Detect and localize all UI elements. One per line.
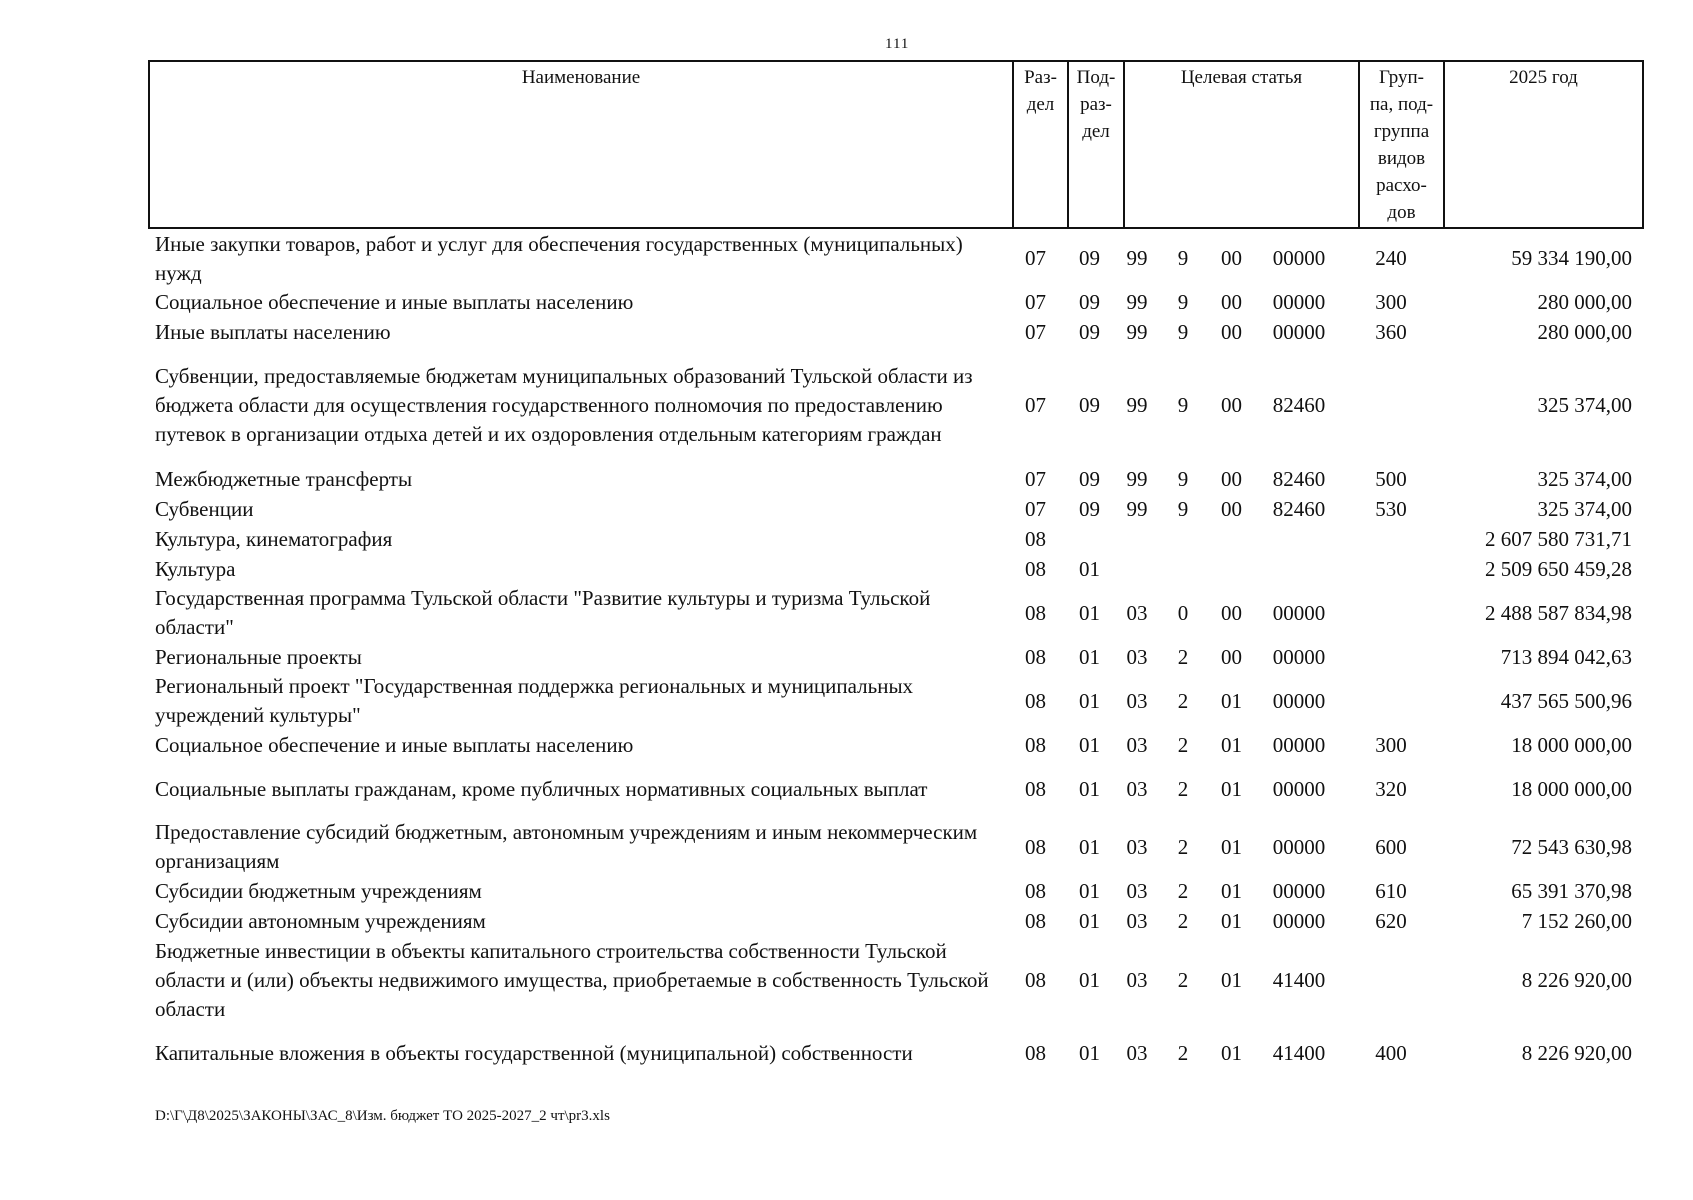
table-header (148, 60, 1644, 229)
row-podrazdel: 01 (1079, 834, 1100, 859)
row-amount: 325 374,00 (1537, 496, 1632, 521)
row-target-subprogram: 2 (1177, 1040, 1189, 1065)
row-target-event: 00 (1221, 289, 1242, 314)
row-amount: 65 391 370,98 (1511, 878, 1632, 903)
row-target-event: 00 (1221, 246, 1242, 270)
row-target-program: 99 (1126, 466, 1148, 491)
header-podrazdel: Под- раз- дел (1069, 62, 1125, 227)
row-razdel: 08 (1025, 688, 1046, 713)
row-name: Межбюджетные трансферты (155, 466, 413, 491)
row-target-program: 03 (1126, 732, 1148, 757)
row-target-program: 03 (1126, 776, 1148, 801)
row-target-subprogram: 2 (1177, 908, 1189, 933)
table-row (148, 347, 1644, 464)
row-name: Субвенции (155, 496, 254, 521)
row-amount: 8 226 920,00 (1521, 1040, 1632, 1065)
row-amount: 18 000 000,00 (1511, 776, 1632, 801)
row-razdel: 08 (1025, 834, 1046, 859)
table-row (148, 524, 1644, 554)
row-amount: 2 509 650 459,28 (1485, 556, 1632, 581)
row-target-event: 00 (1221, 319, 1242, 344)
row-target-event: 01 (1221, 834, 1242, 859)
row-name: Иные закупки товаров, работ и услуг для обеспечения государственных (муниципальных) нужд (155, 231, 963, 285)
row-group: 620 (1375, 908, 1407, 933)
row-target-event: 01 (1221, 967, 1242, 992)
row-razdel: 07 (1025, 393, 1046, 417)
row-podrazdel: 09 (1079, 393, 1100, 417)
row-amount: 325 374,00 (1537, 393, 1632, 417)
row-target-subprogram: 9 (1177, 319, 1189, 344)
row-podrazdel: 09 (1079, 246, 1100, 270)
row-target-program: 99 (1126, 496, 1148, 521)
row-target-direction: 00000 (1272, 776, 1326, 801)
row-name: Субсидии бюджетным учреждениям (155, 878, 482, 903)
row-target-program: 99 (1126, 246, 1148, 270)
table-row (148, 760, 1644, 818)
row-target-subprogram: 2 (1177, 688, 1189, 713)
row-target-direction: 82460 (1272, 466, 1326, 491)
row-razdel: 08 (1025, 908, 1046, 933)
row-podrazdel: 01 (1079, 776, 1100, 801)
row-name: Субвенции, предоставляемые бюджетам муниципальных образований Тульской области из бюджета области для осуществления государственного полномочия по предоставлению путевок в организации отдыха детей и их оздоровления отдельным категориям граждан (155, 364, 973, 446)
row-target-subprogram: 9 (1177, 393, 1189, 417)
row-target-subprogram: 0 (1177, 600, 1189, 625)
row-podrazdel: 01 (1079, 600, 1100, 625)
row-podrazdel: 09 (1079, 466, 1100, 491)
row-amount: 325 374,00 (1537, 466, 1632, 491)
row-amount: 7 152 260,00 (1521, 908, 1632, 933)
row-target-subprogram: 2 (1177, 776, 1189, 801)
row-group: 360 (1375, 319, 1407, 344)
row-name: Бюджетные инвестиции в объекты капитального строительства собственности Тульской области и (или) объекты недвижимого имущества, приобретаемые в собственность Тульской области (155, 938, 989, 1021)
row-name: Капитальные вложения в объекты государственной (муниципальной) собственности (155, 1040, 913, 1065)
table-row (148, 230, 1644, 287)
row-target-program: 99 (1126, 393, 1148, 417)
row-name: Предоставление субсидий бюджетным, автономным учреждениям и иным некоммерческим организациям (155, 820, 978, 873)
table-row (148, 554, 1644, 584)
row-razdel: 08 (1025, 776, 1046, 801)
row-group: 400 (1375, 1040, 1407, 1065)
row-group: 530 (1375, 496, 1407, 521)
header-name: Наименование (150, 62, 1014, 227)
row-target-program: 03 (1126, 688, 1148, 713)
row-target-subprogram: 2 (1177, 878, 1189, 903)
row-razdel: 07 (1025, 496, 1046, 521)
row-podrazdel: 01 (1079, 732, 1100, 757)
row-razdel: 08 (1025, 732, 1046, 757)
row-podrazdel: 01 (1079, 556, 1100, 581)
row-target-event: 01 (1221, 878, 1242, 903)
row-target-program: 03 (1126, 967, 1148, 992)
row-target-subprogram: 9 (1177, 496, 1189, 521)
row-target-event: 00 (1221, 393, 1242, 417)
row-target-subprogram: 2 (1177, 732, 1189, 757)
row-target-direction: 00000 (1272, 289, 1326, 314)
row-target-program: 99 (1126, 289, 1148, 314)
row-target-direction: 82460 (1272, 496, 1326, 521)
table-row (148, 317, 1644, 347)
row-amount: 2 488 587 834,98 (1485, 600, 1632, 625)
row-target-program: 03 (1126, 600, 1148, 625)
row-razdel: 08 (1025, 878, 1046, 903)
row-target-direction: 82460 (1272, 393, 1326, 417)
row-target-event: 01 (1221, 732, 1242, 757)
row-amount: 2 607 580 731,71 (1485, 526, 1632, 551)
row-razdel: 08 (1025, 644, 1046, 669)
row-target-event: 00 (1221, 466, 1242, 491)
row-target-event: 00 (1221, 496, 1242, 521)
row-name: Социальное обеспечение и иные выплаты населению (155, 732, 634, 757)
table-row (148, 287, 1644, 317)
table-row (148, 906, 1644, 936)
row-amount: 437 565 500,96 (1500, 688, 1632, 713)
row-target-program: 03 (1126, 834, 1148, 859)
row-target-event: 01 (1221, 908, 1242, 933)
row-podrazdel: 01 (1079, 1040, 1100, 1065)
row-razdel: 07 (1025, 289, 1046, 314)
row-group: 300 (1375, 289, 1407, 314)
row-razdel: 07 (1025, 319, 1046, 344)
row-target-direction: 00000 (1272, 834, 1326, 859)
table-body (148, 230, 1644, 1082)
row-target-direction: 41400 (1272, 1040, 1326, 1065)
row-target-event: 00 (1221, 600, 1242, 625)
row-razdel: 07 (1025, 246, 1046, 270)
row-group: 300 (1375, 732, 1407, 757)
row-podrazdel: 01 (1079, 908, 1100, 933)
row-target-direction: 00000 (1272, 732, 1326, 757)
row-amount: 72 543 630,98 (1511, 834, 1632, 859)
row-razdel: 08 (1025, 967, 1046, 992)
row-name: Субсидии автономным учреждениям (155, 908, 486, 933)
row-target-event: 00 (1221, 644, 1242, 669)
table-row (148, 936, 1644, 1024)
row-group: 500 (1375, 466, 1407, 491)
row-name: Региональные проекты (155, 644, 362, 669)
row-amount: 280 000,00 (1537, 319, 1632, 344)
table-row (148, 876, 1644, 906)
row-target-direction: 00000 (1272, 600, 1326, 625)
row-target-subprogram: 9 (1177, 289, 1189, 314)
row-name: Культура (155, 556, 236, 581)
row-target-subprogram: 2 (1177, 967, 1189, 992)
row-amount: 713 894 042,63 (1500, 644, 1632, 669)
table-row (148, 642, 1644, 672)
header-target-article: Целевая статья (1125, 62, 1360, 227)
row-name: Иные выплаты населению (155, 319, 391, 344)
row-target-direction: 00000 (1272, 246, 1326, 270)
row-group: 600 (1375, 834, 1407, 859)
table-row (148, 672, 1644, 730)
row-target-direction: 00000 (1272, 688, 1326, 713)
row-target-subprogram: 9 (1177, 246, 1189, 270)
row-amount: 280 000,00 (1537, 289, 1632, 314)
row-group: 240 (1375, 246, 1407, 270)
row-target-program: 03 (1126, 1040, 1148, 1065)
row-podrazdel: 01 (1079, 644, 1100, 669)
row-target-subprogram: 2 (1177, 644, 1189, 669)
row-target-event: 01 (1221, 776, 1242, 801)
table-row (148, 464, 1644, 494)
header-year: 2025 год (1509, 67, 1578, 88)
row-name: Культура, кинематография (155, 526, 393, 551)
row-podrazdel: 09 (1079, 319, 1100, 344)
page-number: 111 (885, 36, 910, 52)
row-podrazdel: 01 (1079, 688, 1100, 713)
header-razdel: Раз- дел (1014, 62, 1069, 227)
row-group: 320 (1375, 776, 1407, 801)
row-razdel: 07 (1025, 466, 1046, 491)
row-name: Региональный проект "Государственная поддержка региональных и муниципальных учреждений культуры" (155, 674, 914, 727)
row-podrazdel: 09 (1079, 289, 1100, 314)
row-target-subprogram: 2 (1177, 834, 1189, 859)
row-name: Социальные выплаты гражданам, кроме публичных нормативных социальных выплат (155, 776, 928, 801)
row-name: Государственная программа Тульской области "Развитие культуры и туризма Тульской области" (155, 586, 931, 639)
table-row (148, 494, 1644, 524)
table-row (148, 818, 1644, 876)
table-row (148, 1024, 1644, 1082)
row-razdel: 08 (1025, 1040, 1046, 1065)
row-target-subprogram: 9 (1177, 466, 1189, 491)
table-row (148, 730, 1644, 760)
row-target-direction: 00000 (1272, 644, 1326, 669)
table-row (148, 584, 1644, 642)
row-target-direction: 00000 (1272, 878, 1326, 903)
row-target-direction: 00000 (1272, 319, 1326, 344)
row-razdel: 08 (1025, 600, 1046, 625)
row-name: Социальное обеспечение и иные выплаты населению (155, 289, 634, 314)
header-expense-group: Груп- па, под- группа видов расхо- дов (1360, 62, 1445, 227)
row-podrazdel: 09 (1079, 496, 1100, 521)
row-target-event: 01 (1221, 688, 1242, 713)
row-target-direction: 00000 (1272, 908, 1326, 933)
row-target-program: 99 (1126, 319, 1148, 344)
row-podrazdel: 01 (1079, 967, 1100, 992)
row-target-event: 01 (1221, 1040, 1242, 1065)
row-amount: 8 226 920,00 (1521, 967, 1632, 992)
row-amount: 59 334 190,00 (1511, 246, 1632, 270)
row-target-direction: 41400 (1272, 967, 1326, 992)
row-target-program: 03 (1126, 878, 1148, 903)
row-amount: 18 000 000,00 (1511, 732, 1632, 757)
row-podrazdel: 01 (1079, 878, 1100, 903)
row-target-program: 03 (1126, 644, 1148, 669)
file-path-footer: D:\Г\Д8\2025\ЗАКОНЫ\ЗАС_8\Изм. бюджет ТО 2025-2027_2 чт\pr3.xls (155, 1108, 610, 1124)
row-target-program: 03 (1126, 908, 1148, 933)
row-group: 610 (1375, 878, 1407, 903)
row-razdel: 08 (1025, 526, 1046, 551)
row-razdel: 08 (1025, 556, 1046, 581)
